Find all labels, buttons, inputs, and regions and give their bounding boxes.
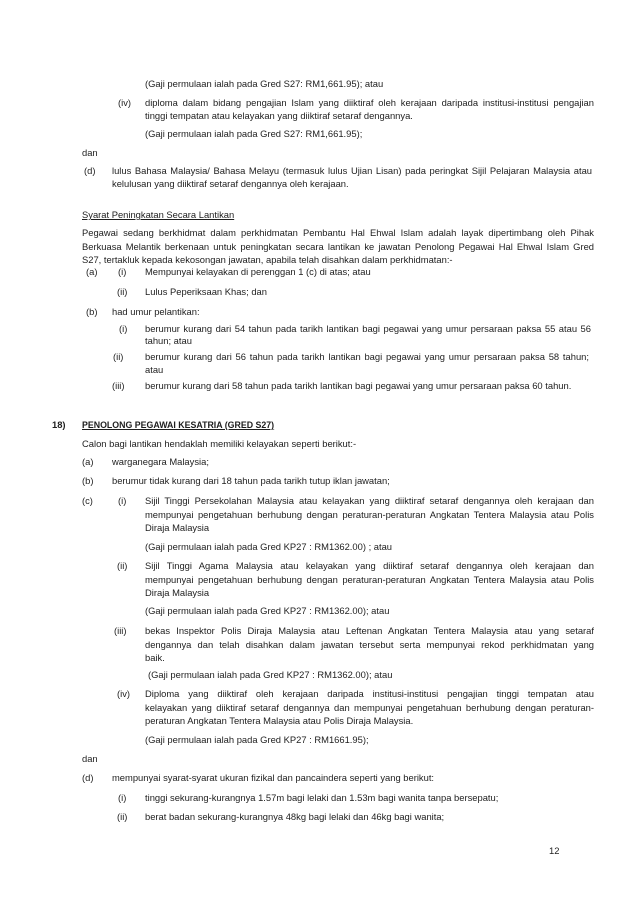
subitem-text-line: Sijil Tinggi Persekolahan Malaysia atau kelayakan yang diiktiraf setaraf dengannya oleh kerajaan dan	[145, 495, 594, 506]
connector-text: dan	[82, 753, 98, 764]
subitem-label: (ii)	[113, 351, 124, 362]
item-text: berumur tidak kurang dari 18 tahun pada tarikh tutup iklan jawatan;	[112, 475, 390, 486]
subitem-label: (ii)	[117, 811, 128, 822]
salary-note: (Gaji permulaan ialah pada Gred S27: RM1,661.95); atau	[145, 78, 384, 89]
subitem-text-line: berumur kurang dari 56 tahun pada tarikh lantikan bagi pegawai yang umur persaraan paksa 58 tahun;	[145, 351, 589, 362]
salary-note: (Gaji permulaan ialah pada Gred KP27 : RM1362.00); atau	[148, 669, 393, 680]
item-text: had umur pelantikan:	[112, 306, 200, 317]
connector-text: dan	[82, 147, 98, 158]
subitem-text: Lulus Peperiksaan Khas; dan	[145, 286, 267, 297]
section-title: PENOLONG PEGAWAI KESATRIA (GRED S27)	[82, 420, 275, 430]
subitem-text-line: peraturan Angkatan Tentera Malaysia atau Polis Diraja Malaysia.	[145, 715, 414, 726]
item-label: (iv)	[118, 97, 132, 108]
item-label: (c)	[82, 495, 93, 506]
subitem-text-line: Diraja Malaysia	[145, 587, 210, 598]
salary-note: (Gaji permulaan ialah pada Gred KP27 : RM1362.00) ; atau	[145, 541, 393, 552]
subitem-label: (i)	[118, 495, 127, 506]
item-label: (d)	[84, 165, 96, 176]
item-label: (b)	[86, 306, 98, 317]
subitem-text: berat badan sekurang-kurangnya 48kg bagi lelaki dan 46kg bagi wanita;	[145, 811, 445, 822]
item-label: (b)	[82, 475, 94, 486]
item-text-line: lulus Bahasa Malaysia/ Bahasa Melayu (termasuk lulus Ujian Lisan) pada peringkat Sijil Pelajaran Malaysia atau	[112, 165, 592, 176]
subitem-text-line: mempunyai pengetahuan berhubung dengan peraturan-peraturan Angkatan Tentera Malaysia atau Polis	[145, 509, 594, 520]
subitem-label: (iii)	[112, 380, 125, 391]
item-label: (d)	[82, 772, 94, 783]
subitem-text-line: bekas Inspektor Polis Diraja Malaysia atau Leftenan Angkatan Tentera Malaysia atau yang setaraf	[145, 625, 594, 636]
subitem-text-line: kelayakan yang diiktiraf setaraf dengannya dan mempunyai pengetahuan berhubung dengan peraturan-	[145, 702, 594, 713]
page-number: 12	[549, 845, 560, 856]
subitem-text: Mempunyai kelayakan di perenggan 1 (c) di atas; atau	[145, 266, 371, 277]
subitem-label: (i)	[118, 792, 127, 803]
subitem-text-line: atau	[145, 364, 164, 375]
subitem-label: (i)	[119, 323, 128, 334]
subitem-label: (iv)	[117, 688, 131, 699]
paragraph-line: Pegawai sedang berkhidmat dalam perkhidmatan Pembantu Hal Ehwal Islam adalah layak dipertimbang oleh Pihak	[82, 227, 594, 238]
subitem-label: (iii)	[114, 625, 127, 636]
item-text: warganegara Malaysia;	[112, 456, 209, 467]
subitem-text-line: Diploma yang diiktiraf oleh kerajaan daripada institusi-institusi pengajian tinggi tempatan atau	[145, 688, 594, 699]
subitem-text-line: dengannya dan telah disahkan dalam jawatan tersebut serta mempunyai rekod perkhidmatan yang	[145, 639, 594, 650]
item-label: (a)	[82, 456, 94, 467]
subitem-text-line: berumur kurang dari 54 tahun pada tarikh lantikan bagi pegawai yang umur persaraan paksa 55 atau 56	[145, 323, 591, 334]
subitem-text-line: baik.	[145, 652, 165, 663]
subitem-text-line: Sijil Tinggi Agama Malaysia atau kelayakan yang diiktiraf setaraf dengannya oleh kerajaan dan	[145, 560, 594, 571]
item-text-line: tinggi tempatan atau kelayakan yang diiktiraf setaraf dengannya.	[145, 110, 413, 121]
subitem-label: (ii)	[117, 286, 128, 297]
subitem-label: (ii)	[117, 560, 128, 571]
item-text: mempunyai syarat-syarat ukuran fizikal dan pancaindera seperti yang berikut:	[112, 772, 435, 783]
subitem-label: (i)	[118, 266, 127, 277]
subitem-text-line: Diraja Malaysia	[145, 522, 210, 533]
salary-note: (Gaji permulaan ialah pada Gred S27: RM1,661.95);	[145, 128, 363, 139]
subsection-heading: Syarat Peningkatan Secara Lantikan	[82, 209, 235, 220]
subitem-text-line: mempunyai pengetahuan berhubung dengan peraturan-peraturan Angkatan Tentera Malaysia atau Polis	[145, 574, 594, 585]
salary-note: (Gaji permulaan ialah pada Gred KP27 : RM1661.95);	[145, 734, 369, 745]
subitem-text: tinggi sekurang-kurangnya 1.57m bagi lelaki dan 1.53m bagi wanita tanpa bersepatu;	[145, 792, 499, 803]
subitem-text-line: berumur kurang dari 58 tahun pada tarikh lantikan bagi pegawai yang umur persaraan paksa 60 tahun.	[145, 380, 572, 391]
item-label: (a)	[86, 266, 98, 277]
item-text-line: diploma dalam bidang pengajian Islam yang diiktiraf oleh kerajaan daripada institusi-institusi pengajian	[145, 97, 594, 108]
section-intro: Calon bagi lantikan hendaklah memiliki kelayakan seperti berikut:-	[82, 438, 357, 449]
paragraph-line: Berkuasa Melantik berkenaan untuk peningkatan secara lantikan ke jawatan Penolong Pegawai Hal Ehwal Islam Gred	[82, 241, 594, 252]
paragraph-line: S27, tertakluk kepada kekosongan jawatan, apabila telah disahkan dalam perkhidmatan:-	[82, 254, 453, 265]
subitem-text-line: tahun; atau	[145, 335, 192, 346]
salary-note: (Gaji permulaan ialah pada Gred KP27 : RM1362.00); atau	[145, 605, 390, 616]
item-text-line: kelulusan yang diiktiraf setaraf dengannya oleh kerajaan.	[112, 178, 349, 189]
section-number: 18)	[52, 419, 66, 430]
